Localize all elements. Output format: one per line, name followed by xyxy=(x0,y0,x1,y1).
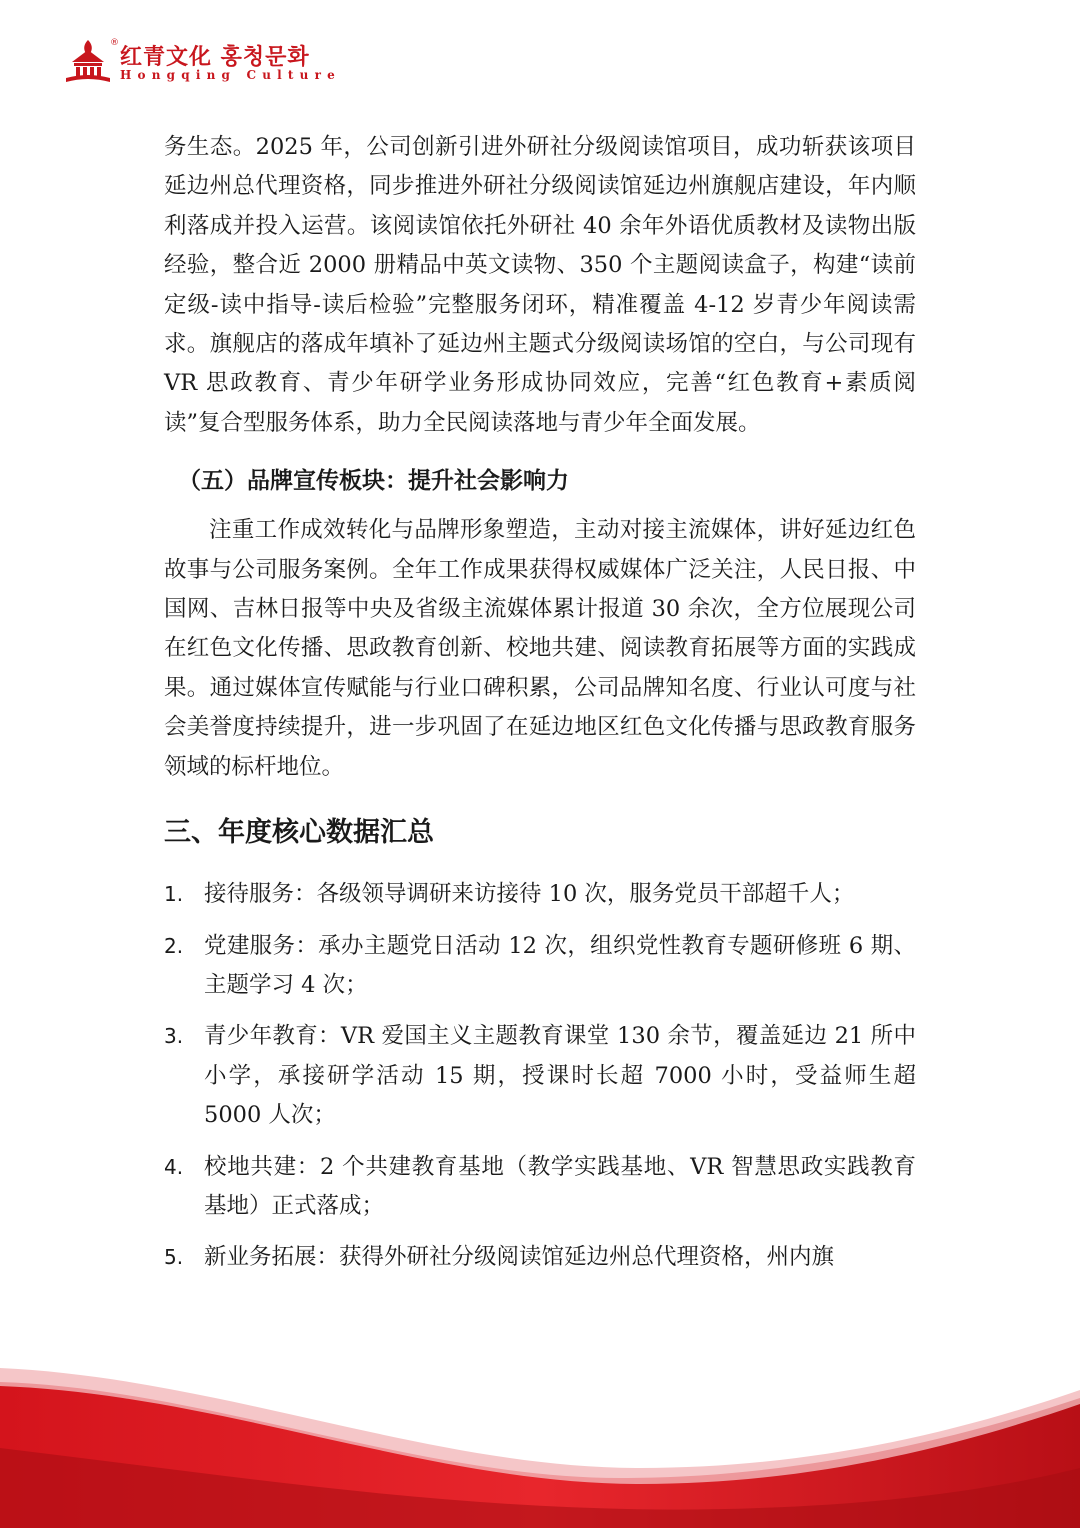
core-data-list xyxy=(164,875,916,1278)
sub-heading-brand-promotion: （五）品牌宣传板块：提升社会影响力 xyxy=(178,468,569,495)
footer-red-wave-decoration xyxy=(0,1328,1080,1528)
list-item xyxy=(164,1017,916,1135)
list-item xyxy=(164,1148,916,1227)
list-item-number: 1. xyxy=(164,882,184,907)
section-heading-core-data: 三、年度核心数据汇总 xyxy=(164,817,434,849)
document-body xyxy=(164,128,916,1290)
logo-emblem-icon xyxy=(62,36,114,84)
company-logo xyxy=(62,36,341,88)
list-item-text: 校地共建：2 个共建教育基地（教学实践基地、VR 智慧思政实践教育基地）正式落成； xyxy=(204,1153,916,1219)
logo-name-english: Hongqing Culture xyxy=(120,68,341,82)
list-item-number: 3. xyxy=(164,1024,184,1049)
list-item-text: 青少年教育：VR 爱国主义主题教育课堂 130 余节，覆盖延边 21 所中小学，承接研学活动 15 期，授课时长超 7000 小时，受益师生超 5000 人次； xyxy=(204,1023,916,1129)
list-item xyxy=(164,927,916,1006)
list-item-text: 接待服务：各级领导调研来访接待 10 次，服务党员干部超千人； xyxy=(204,881,855,908)
paragraph-brand-promotion: 注重工作成效转化与品牌形象塑造，主动对接主流媒体，讲好延边红色故事与公司服务案例。全年工作成果获得权威媒体广泛关注，人民日报、中国网、吉林日报等中央及省级主流媒体累计报道 30 余次，全方位展现公司在红色文化传播、思政教育创新、校地共建、阅读教育拓展等方面的实践成果。通过媒体宣传赋能与行业口碑积累，公司品牌知名度、行业认可度与社会美誉度持续提升，进一步巩固了在延边地区红色文化传播与思政教育服务领域的标杆地位。 xyxy=(164,517,916,780)
list-item-text: 党建服务：承办主题党日活动 12 次，组织党性教育专题研修班 6 期、主题学习 4 次； xyxy=(204,932,916,998)
list-item-number: 5. xyxy=(164,1245,184,1270)
registered-mark: ® xyxy=(110,38,119,48)
list-item xyxy=(164,875,916,914)
list-item-number: 4. xyxy=(164,1154,184,1179)
list-item-text: 新业务拓展：获得外研社分级阅读馆延边州总代理资格，州内旗 xyxy=(204,1244,835,1271)
logo-name-chinese-korean: 红青文化 홍청문화 xyxy=(120,44,310,70)
list-item-number: 2. xyxy=(164,933,184,958)
list-item xyxy=(164,1238,916,1277)
paragraph-reading-hall: 务生态。2025 年，公司创新引进外研社分级阅读馆项目，成功斩获该项目延边州总代理资格，同步推进外研社分级阅读馆延边州旗舰店建设，年内顺利落成并投入运营。该阅读馆依托外研社 40 余年外语优质教材及读物出版经验，整合近 2000 册精品中英文读物、350 个主题阅读盒子，构建“读前定级-读中指导-读后检验”完整服务闭环，精准覆盖 4-12 岁青少年阅读需求。旗舰店的落成年填补了延边州主题式分级阅读场馆的空白，与公司现有 VR 思政教育、青少年研学业务形成协同效应，完善“红色教育+素质阅读”复合型服务体系，助力全民阅读落地与青少年全面发展。 xyxy=(164,134,916,436)
